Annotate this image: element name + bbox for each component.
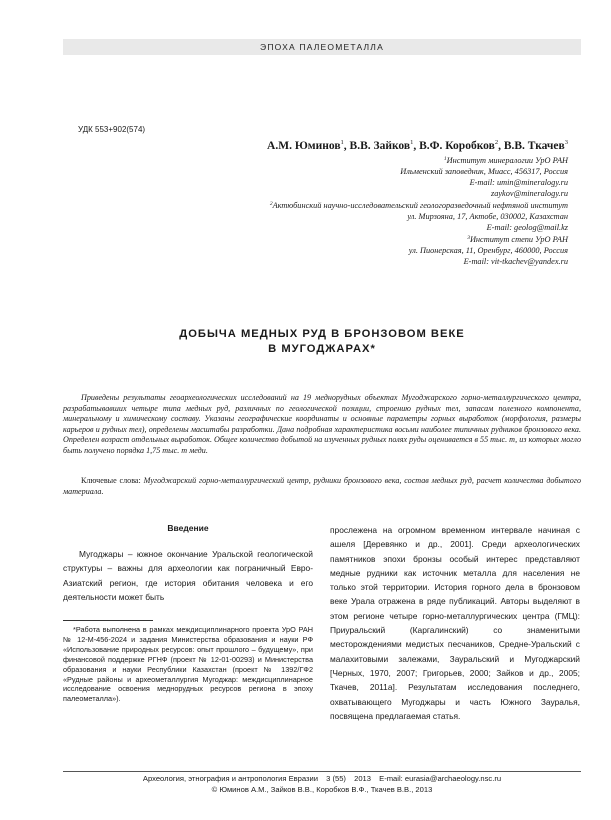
affiliation-mark: 3 <box>467 235 470 242</box>
affiliation-name: Институт минералогии УрО РАН <box>446 156 568 165</box>
journal-footer <box>63 774 581 783</box>
author-affiliation-mark: 1 <box>410 139 414 146</box>
journal-year: 2013 <box>354 774 371 783</box>
author-list: А.М. Юминов$^1$, В.В. Зайков$^1$, В.Ф. Коробков$^2$, В.В. Ткачев$^3$ <box>267 139 568 152</box>
affiliations-block <box>168 154 568 267</box>
abstract: Приведены результаты геоархеологических исследований на 19 меднорудных объектах Мугоджарского горно-металлургического центра, разрабатывавших четыре типа медных руд, различных по геологической позиции, строению рудных тел, запасам полезного компонента, минеральному и химическому составу. Указаны географические координаты и основные параметры горных выработок (морфология, размеры карьеров и рудных тел), определены масштабы разработки. Дана подробная характеристика восьми наиболее типичных рудников бронзового века. Определен возраст отдельных выработок. Общее количество добытой на изученных рудных полях руды оценивается в 55 тыс. т, из которых могло быть получено порядка 1,75 тыс. т меди. <box>63 393 581 455</box>
footnote-divider <box>63 620 153 621</box>
affiliation-email[interactable]: E-mail: vit-tkachev@yandex.ru <box>463 257 568 267</box>
udk-code: УДК 553+902(574) <box>78 125 146 134</box>
section-heading: Введение <box>167 523 209 533</box>
affiliation-mark: 1 <box>443 156 447 162</box>
affiliation-address: Ильменский заповедник, Миасс, 456317, Россия <box>400 167 568 177</box>
keywords-text: Мугоджарский горно-металлургический центр, рудники бронзового века, состав медных руд, расчет количества добытого материала. <box>63 476 581 496</box>
article-title-line: В МУГОДЖАРАХ* <box>268 342 376 355</box>
author-name: А.М. Юминов <box>267 140 341 152</box>
author-name: В.Ф. Коробков <box>419 140 495 152</box>
affiliation-name: Институт степи УрО РАН <box>469 235 568 245</box>
author-name: В.В. Зайков <box>349 140 411 152</box>
affiliation-mark: 2 <box>269 201 273 208</box>
affiliation-email[interactable]: zaykov@mineralogy.ru <box>491 189 568 199</box>
journal-issue: 3 (55) <box>326 774 346 783</box>
affiliation-address: ул. Пионерская, 11, Оренбург, 460000, Россия <box>408 246 568 256</box>
article-title <box>63 327 581 356</box>
author-affiliation-mark: 1 <box>340 139 344 146</box>
copyright: © Юминов А.М., Зайков В.В., Коробков В.Ф., Ткачев В.В., 2013 <box>211 785 433 794</box>
article-title-line: ДОБЫЧА МЕДНЫХ РУД В БРОНЗОВОМ ВЕКЕ <box>179 328 465 340</box>
author-affiliation-mark: 2 <box>494 139 499 146</box>
author-affiliation-mark: 3 <box>564 139 568 146</box>
affiliation-name: Актюбинский научно-исследовательский геологоразведочный нефтяной институт <box>272 201 568 211</box>
affiliation-email[interactable]: E-mail: geolog@mail.kz <box>486 223 568 233</box>
journal-name: Археология, этнография и антропология Евразии <box>142 774 318 783</box>
intro-paragraph-right: прослежена на огромном временном интервале начиная с ашеля [Деревянко и др., 2001]. Среди археологических памятников эпохи бронзы особый интерес представляют медные рудники как источник металла для населения не только этой территории. История горного дела в бронзовом веке Урала отражена в ряде публикаций. Авторы выделяют в этом регионе четыре горно-металлургических центра (ГМЦ): Приуральский (Каргалинский) со знаменитыми месторождениями медистых песчаников, Средне-Уральский с малахитовыми залежами, Зауральский и Мугоджарский [Черных, 1970, 2007; Григорьев, 2000; Зайков и др., 2005; Ткачев, 2011а]. Результатам исследования последнего, охватывающего Мугоджары и часть Южного Зауралья, посвящена предлагаемая статья. <box>330 525 580 721</box>
footer-divider <box>63 771 581 772</box>
affiliation-address: ул. Мирзояна, 17, Актобе, 030002, Казахстан <box>407 212 568 222</box>
keywords <box>63 476 581 497</box>
affiliation-email[interactable]: E-mail: umin@mineralogy.ru <box>469 178 568 188</box>
author-name: В.В. Ткачев <box>503 140 565 152</box>
section-header: ЭПОХА ПАЛЕОМЕТАЛЛА <box>63 39 581 55</box>
footnote: *Работа выполнена в рамках междисциплинарного проекта УрО РАН № 12-М-456-2024 и задания Министерства образования и науки РФ «Использование природных ресурсов: опыт прошлого – будущему», при финансовой поддержке РГНФ (проект № 12-01-00293) и Министерства образования и науки Республики Казахстан (проект № 1392/ГФ2 «Рудные районы и археометаллургия Мугоджар: междисциплинарное исследование освоения меднорудных ресурсов региона в эпоху палеометалла»). <box>63 625 313 704</box>
intro-paragraph-left: Мугоджары – южное окончание Уральской геологической структуры – важны для археологии как пограничный Евро-Азиатский регион, где история обитания человека и его деятельности может быть <box>63 549 313 602</box>
journal-email[interactable]: E-mail: eurasia@archaeology.nsc.ru <box>379 774 502 783</box>
keywords-label: Ключевые слова: <box>81 476 141 485</box>
